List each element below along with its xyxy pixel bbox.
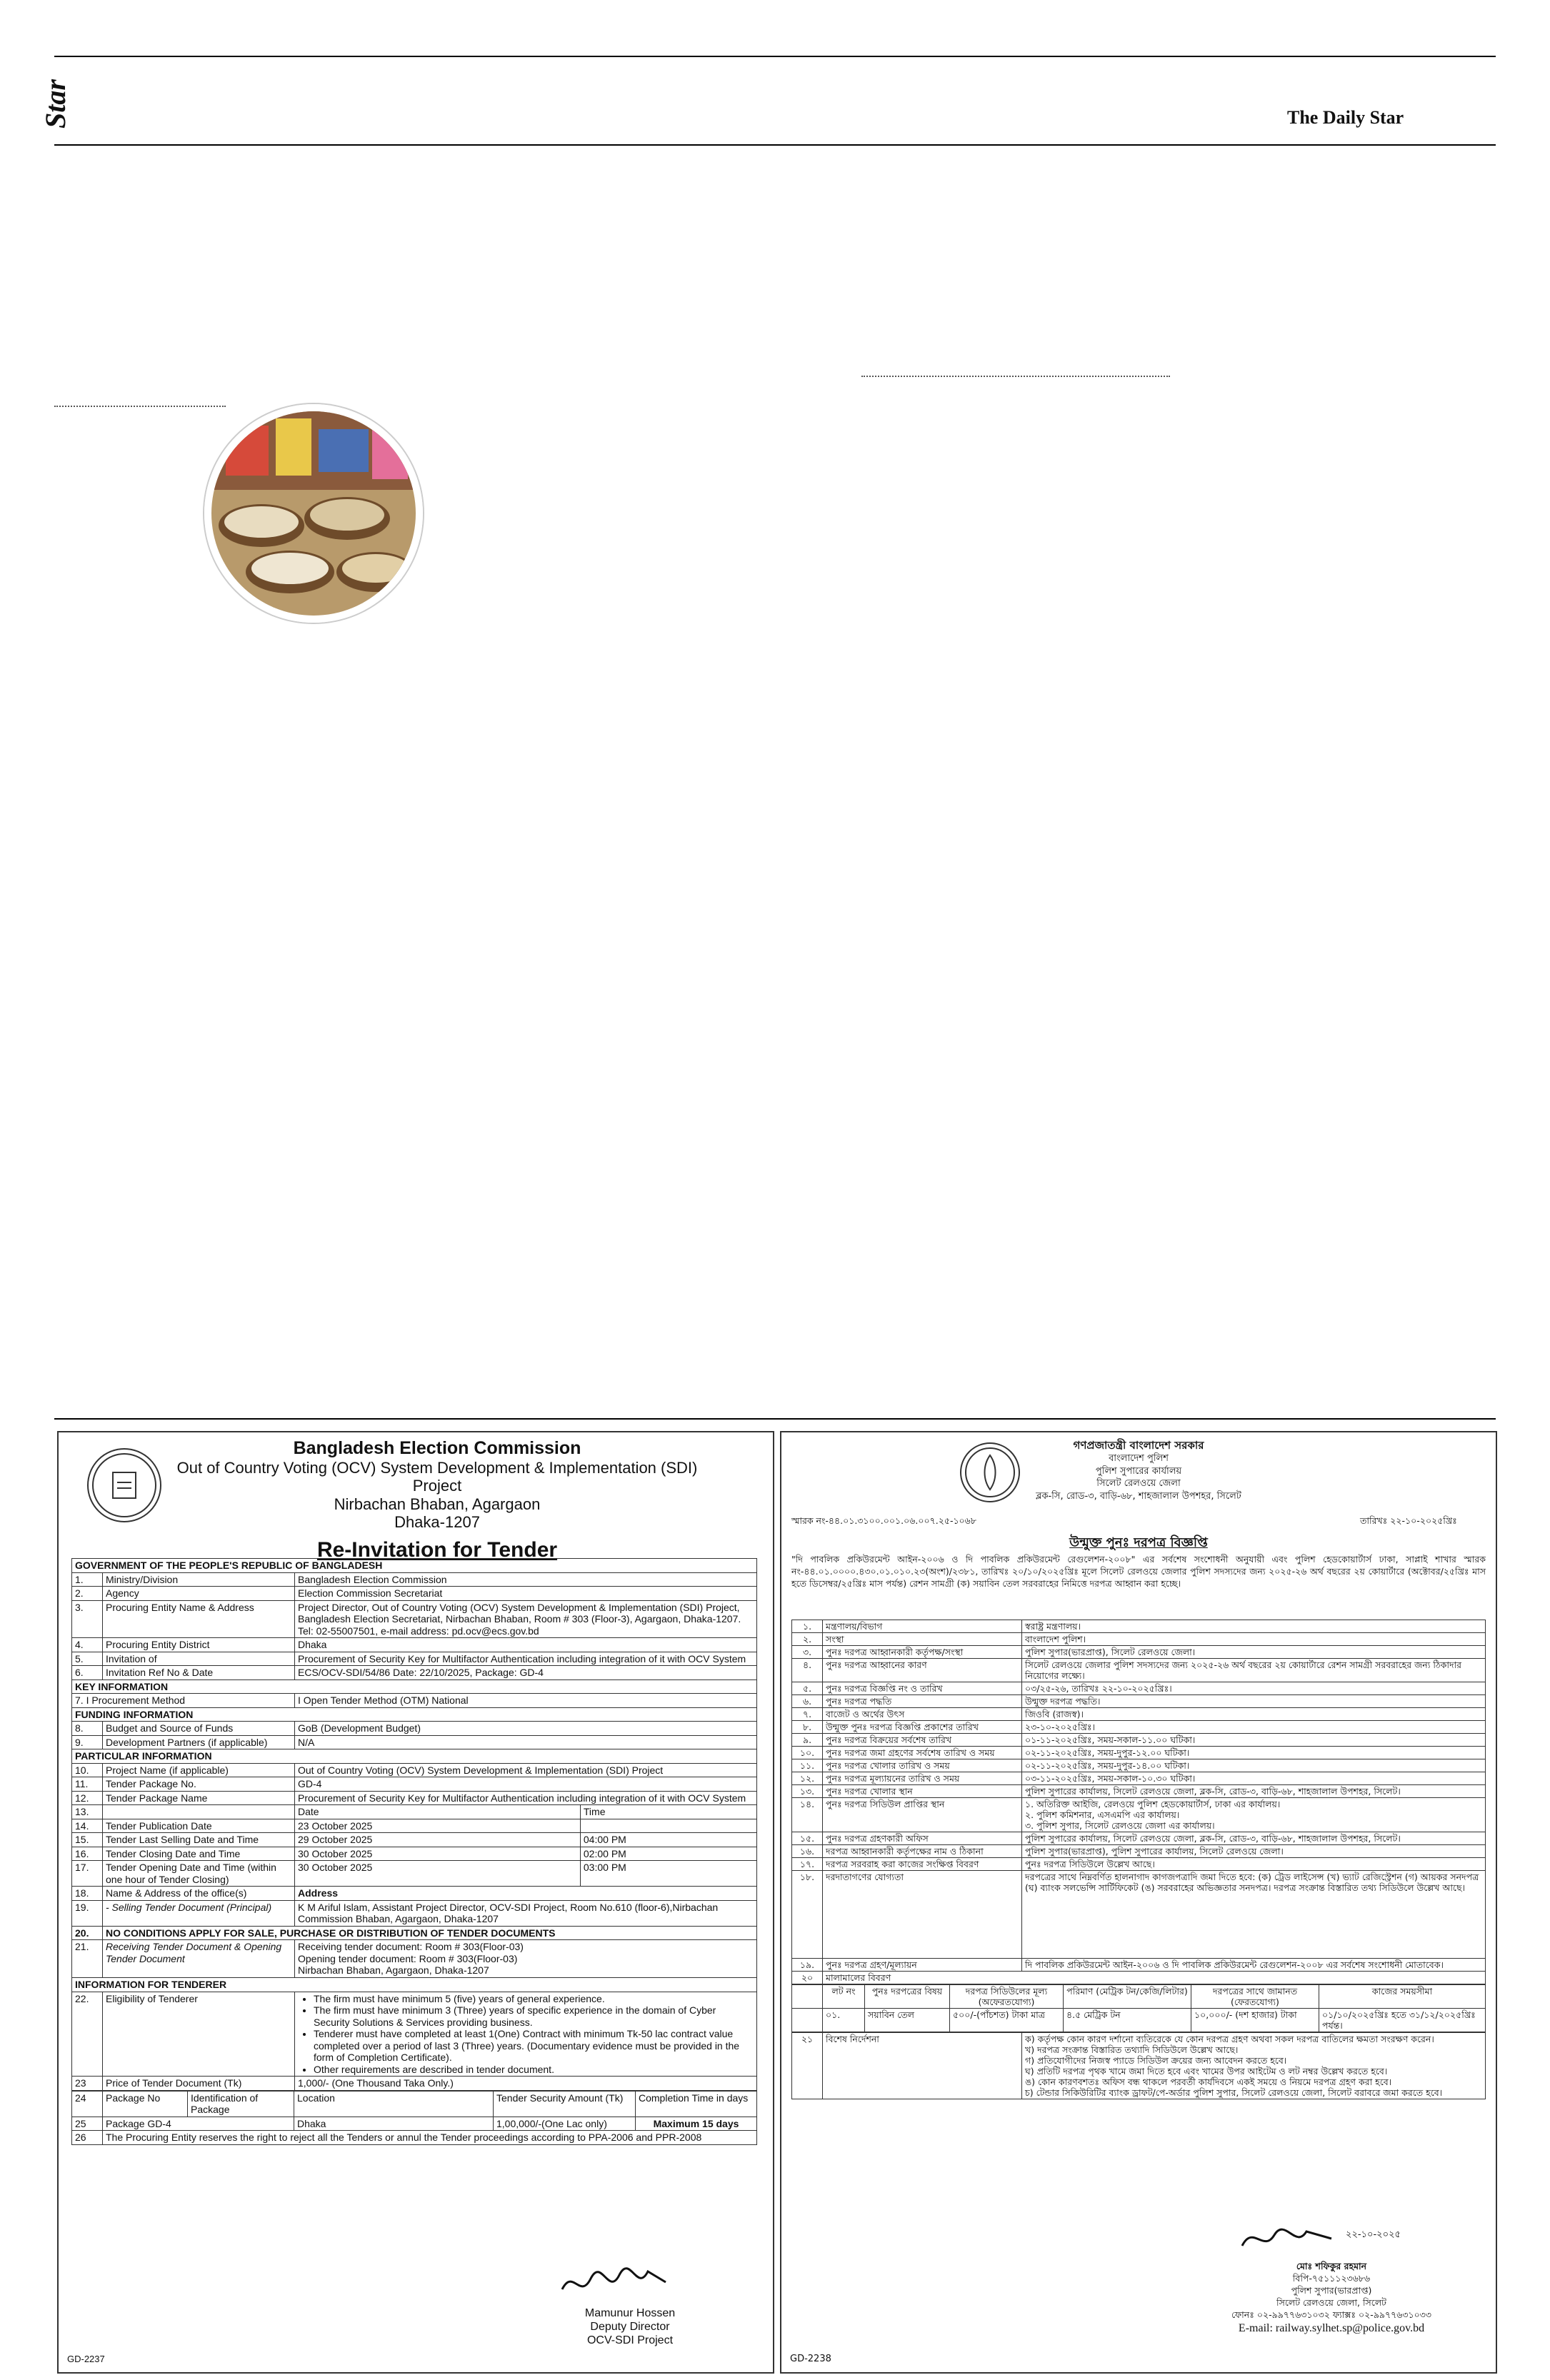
table-row: ২১ বিশেষ নির্দেশনা ক) কর্তৃপক্ষ কোন কারণ দর্শানো ব্যতিরেকে যে কোন দরপত্র গ্রহণ অথবা সকল দরপত্র বাতিলের ক্ষমতা সংরক্ষণ করেন। খ) দরপত্র সংক্রান্ত বিস্তারিত তথ্যাদি সিডিউলে উল্লেখ আছে। গ) প্রতিযোগীদের নিজস্ব প্যাডে সিডিউল ক্রয়ের জন্য আবেদন করতে হবে। ঘ) প্রতিটি দরপত্র পৃথক খামে জমা দিতে হবে এবং খামের উপর আইটেম ও লট নম্বর উল্লেখ করতে হবে। ঙ) কোন কারণবশতঃ অফিস বন্ধ থাকলে পরবর্তী কার্যদিবসে একই সময়ে ও নিয়মে দরপত্র গ্রহণ করা হবে। চ) টেন্ডার সিকিউরিটির ব্যাংক ড্রাফট/পে-অর্ডার পুলিশ সুপার, সিলেট রেলওয়ে জেলা, সিলেট বরাবরে জমা করতে হবে। — [792, 2033, 1486, 2099]
signatory-org: সিলেট রেলওয়ে জেলা, সিলেট — [1276, 2296, 1386, 2308]
list-item: ঘ) প্রতিটি দরপত্র পৃথক খামে জমা দিতে হবে এবং খামের উপর আইটেম ও লট নম্বর উল্লেখ করতে হবে। — [1025, 2066, 1388, 2077]
table-row: ১৬. দরপত্র আহ্বানকারী কর্তৃপক্ষের নাম ও ঠিকানা পুলিশ সুপার(ভারপ্রাপ্ত), পুলিশ সুপারের কার্যালয়, সিলেট রেলওয়ে জেলা। — [792, 1845, 1486, 1858]
table-row: 6. Invitation Ref No & Date ECS/OCV-SDI/54/86 Date: 22/10/2025, Package: GD-4 — [72, 1666, 757, 1680]
list-item: ক) কর্তৃপক্ষ কোন কারণ দর্শানো ব্যতিরেকে যে কোন দরপত্র গ্রহণ অথবা সকল দরপত্র বাতিলের ক্ষমতা সংরক্ষণ করেন। — [1025, 2034, 1434, 2044]
table-row: 22. Eligibility of Tenderer • The firm must have minimum 5 (five) years of general experience. • The firm must have minimum 3 (Three) years of specific experience in the domain of Cyber Security Solutions & Services providing business. • Tenderer must have completed at least 1(One) Contract with minimum Tk-50 lac contract value completed over a period of last 3 (Three) years. (Documentary evidence must be provided in the form of Completion Certificate). • Other requirements are described in tender document. — [72, 1992, 757, 2077]
election-commission-tender-ad — [57, 1431, 774, 2374]
table-row: ১৪. পুনঃ দরপত্র সিডিউল প্রাপ্তির স্থান ১. অতিরিক্ত আইজি, রেলওয়ে পুলিশ হেডকোয়ার্টার্স, ঢাকা এর কার্যালয়। ২. পুলিশ কমিশনার, এসএমপি এর কার্যালয়। ৩. পুলিশ সুপার, সিলেট রেলওয়ে জেলা এর কার্যালয়। — [792, 1798, 1486, 1832]
table-row: 4. Procuring Entity District Dhaka — [72, 1638, 757, 1652]
table-row: 1. Ministry/Division Bangladesh Election Commission — [72, 1572, 757, 1587]
signature-mark — [1239, 2221, 1339, 2256]
list-item: • The firm must have minimum 3 (Three) years of specific experience in the domain of Cyber Security Solutions & Services providing business. — [314, 2004, 754, 2028]
table-row: ১৫. পুনঃ দরপত্র গ্রহণকারী অফিস পুলিশ সুপারের কার্যালয়, সিলেট রেলওয়ে জেলা, ব্লক-সি, রোড-৩, বাড়ি-৬৮, শাহজালাল উপশহর, সিলেট। — [792, 1832, 1486, 1845]
rice-bowls-illustration — [211, 411, 416, 616]
masthead-rule — [54, 144, 1496, 146]
table-row: ৫. পুনঃ দরপত্র বিজ্ঞপ্তি নং ও তারিখ ০৩/২৫-২৬, তারিখঃ ২২-১০-২০২৫খ্রিঃ। — [792, 1682, 1486, 1695]
memo-no: স্মারক নং-৪৪.০১.৩১০০.০০১.০৬.০০৭.২৫-১০৬৮ — [791, 1515, 976, 1526]
police-retender-notice — [780, 1431, 1497, 2374]
ad-address2: Dhaka-1207 — [394, 1512, 480, 1531]
table-row: ৮. উন্মুক্ত পুনঃ দরপত্র বিজ্ঞপ্তি প্রকাশের তারিখ ২৩-১০-২০২৫খ্রিঃ। — [792, 1721, 1486, 1734]
list-item: চ) টেন্ডার সিকিউরিটির ব্যাংক ড্রাফট/পে-অর্ডার পুলিশ সুপার, সিলেট রেলওয়ে জেলা, সিলেট বরাবরে জমা করতে হবে। — [1025, 2087, 1443, 2098]
gov-header: GOVERNMENT OF THE PEOPLE'S REPUBLIC OF BANGLADESH — [72, 1559, 757, 1573]
signatory-phone: ফোনঃ ০২-৯৯৭৭৬৩১০৩২ ফ্যাক্সঃ ০২-৯৯৭৭৬৩১০৩৩ — [1231, 2309, 1432, 2320]
table-row: 26 The Procuring Entity reserves the right to reject all the Tenders or annul the Tender proceedings according to PPA-2006 and PPR-2008 — [72, 2131, 757, 2145]
table-row: লট নং পুনঃ দরপত্রের বিষয় দরপত্র সিডিউলের মূল্য (অফেরতযোগ্য) পরিমাণ (মেট্রিক টন/কেজি/লিটার) দরপত্রের সাথে জামানত (ফেরতযোগ্য) কাজের সময়সীমা — [792, 1985, 1486, 2009]
office-title: পুলিশ সুপারের কার্যালয় — [1095, 1465, 1182, 1477]
contact-info: Tel: 02-55007501, e-mail address: pd.ocv@ecs.gov.bd — [298, 1625, 539, 1637]
table-row: 5. Invitation of Procurement of Security Key for Multifactor Authentication including integration of it with OCV System — [72, 1652, 757, 1666]
signatory-name: Mamunur Hossen — [584, 2307, 676, 2319]
signatory-title: পুলিশ সুপার(ভারপ্রাপ্ত) — [1291, 2284, 1372, 2296]
table-row: ৭. বাজেট ও অর্থের উৎস জিওবি (রাজস্ব)। — [792, 1708, 1486, 1721]
signature-mark — [559, 2261, 673, 2304]
table-row: 14. Tender Publication Date 23 October 2025 — [72, 1819, 757, 1833]
notice-intro: "দি পাবলিক প্রকিউরমেন্ট আইন-২০০৬ ও দি পাবলিক প্রকিউরমেন্ট রেগুলেশন-২০০৮" এর সর্বশেষ সংশোধনী অনুযায়ী এবং পুলিশ হেডকোয়ার্টার্স ঢাকা, সাপ্লাই শাখার স্মারক নং-৪৪.০১.০০০০.৪৩০.০১.০১০.২৩(অংশ)/২৩৮১, তারিখঃ ২০/১০/২০২৫খ্রিঃ মূলে সিলেট রেলওয়ে জেলার পুলিশ সদস্যদের জন্য ২০২৫-২৬ অর্থ বছরের ২য় কোয়ার্টারে (অক্টোবর/২৫খ্রিঃ মাস হতে ডিসেম্বর/২৫খ্রিঃ মাস পর্যন্ত) রেশন সামগ্রী (ক) সয়াবিন তেল সরবরাহের নিমিত্তে দরপত্র আহ্বান করা হচ্ছে। — [791, 1554, 1486, 1589]
list-item: • Tenderer must have completed at least 1(One) Contract with minimum Tk-50 lac contract value completed over a period of last 3 (Three) years. (Documentary evidence must be provided in the form of Completion Certificate). — [314, 2028, 754, 2064]
gd-number: GD-2238 — [790, 2354, 831, 2364]
table-row: 11. Tender Package No. GD-4 — [72, 1777, 757, 1792]
table-row: ২. সংস্থা বাংলাদেশ পুলিশ। — [792, 1633, 1486, 1646]
table-row: ৯. পুনঃ দরপত্র বিক্রয়ের সর্বশেষ তারিখ ০১-১১-২০২৫খ্রিঃ, সময়-সকাল-১১.০০ ঘটিকা। — [792, 1734, 1486, 1747]
table-row: ১২. পুনঃ দরপত্র মূল্যায়নের তারিখ ও সময় ০৩-১১-২০২৫খ্রিঃ, সময়-সকাল-১০.৩০ ঘটিকা। — [792, 1772, 1486, 1785]
table-row: 25 Package GD-4 Dhaka 1,00,000/-(One Lac only) Maximum 15 days — [72, 2117, 757, 2131]
list-item: ঙ) কোন কারণবশতঃ অফিস বন্ধ থাকলে পরবর্তী কার্যদিবসে একই সময়ে ও নিয়মে দরপত্র গ্রহণ করা হবে। — [1025, 2077, 1392, 2087]
table-row: ৬. পুনঃ দরপত্র পদ্ধতি উন্মুক্ত দরপত্র পদ্ধতি। — [792, 1695, 1486, 1708]
table-row: 2. Agency Election Commission Secretariat — [72, 1587, 757, 1601]
table-row: ৩. পুনঃ দরপত্র আহ্বানকারী কর্তৃপক্ষ/সংস্থা পুলিশ সুপার(ভারপ্রাপ্ত), সিলেট রেলওয়ে জেলা। — [792, 1646, 1486, 1659]
instructions-table — [791, 2032, 1486, 2099]
ads-top-rule — [54, 1418, 1496, 1420]
items-table — [791, 1984, 1486, 2032]
table-row: 10. Project Name (if applicable) Out of Country Voting (OCV) System Development & Implementation (SDI) Project — [72, 1763, 757, 1777]
list-item: খ) দরপত্র সংক্রান্ত বিস্তারিত তথ্যাদি সিডিউলে উল্লেখ আছে। — [1025, 2044, 1239, 2055]
signatory-org: OCV-SDI Project — [586, 2334, 674, 2347]
table-row: 13. Date Time — [72, 1805, 757, 1819]
list-item: • Other requirements are described in tender document. — [314, 2064, 754, 2076]
list-item: গ) প্রতিযোগীদের নিজস্ব প্যাডে সিডিউল ক্রয়ের জন্য আবেদন করতে হবে। — [1025, 2055, 1287, 2066]
table-row: ১৭. দরপত্র সরবরাহ করা কাজের সংক্ষিপ্ত বিবরণ পুনঃ দরপত্র সিডিউলে উল্লেখ আছে। — [792, 1858, 1486, 1871]
notice-title: উন্মুক্ত পুনঃ দরপত্র বিজ্ঞপ্তি — [1069, 1535, 1208, 1550]
rice-bowls-photo — [204, 404, 423, 623]
table-row: 3. Procuring Entity Name & Address Project Director, Out of Country Voting (OCV) System Development & Implementation (SDI) Project, Bangladesh Election Secretariat, Nirbachan Bhaban, Room # 303 (Floor-3), Agargaon, Dhaka-1207. Tel: 02-55007501, e-mail address: pd.ocv@ecs.gov.bd — [72, 1600, 757, 1638]
package-table — [71, 2091, 757, 2145]
notice-table — [791, 1620, 1486, 1984]
ad-org: Bangladesh Election Commission — [293, 1438, 581, 1458]
gov-title: গণপ্রজাতন্ত্রী বাংলাদেশ সরকার — [1073, 1439, 1204, 1452]
office-address: ব্লক-সি, রোড-৩, বাড়ি-৬৮, শাহজালাল উপশহর, সিলেট — [1036, 1490, 1241, 1502]
tender-table — [71, 1558, 757, 2091]
ad-heading: Re-Invitation for Tender — [316, 1538, 558, 1562]
funding-header: FUNDING INFORMATION — [72, 1707, 757, 1722]
tenderer-header: INFORMATION FOR TENDERER — [72, 1977, 757, 1992]
table-row: 19. - Selling Tender Document (Principal) K M Ariful Islam, Assistant Project Director, OCV-SDI Project, Room No.610 (floor-6),Nirbachan Commission Bhaban, Agargaon, Dhaka-1207 — [72, 1900, 757, 1926]
table-row: 23 Price of Tender Document (Tk) 1,000/- (One Thousand Taka Only.) — [72, 2077, 757, 2091]
table-row: ২০ মালামালের বিবরণ — [792, 1972, 1486, 1984]
table-row: ০১. সয়াবিন তেল ৫০০/-(পাঁচশত) টাকা মাত্র ৪.৫ মেট্রিক টন ১০,০০০/- (দশ হাজার) টাকা ০১/১০/২০২৫খ্রিঃ হতে ৩১/১২/২০২৫খ্রিঃ পর্যন্ত। — [792, 2009, 1486, 2032]
table-row: ১. মন্ত্রণালয়/বিভাগ স্বরাষ্ট্র মন্ত্রণালয়। — [792, 1620, 1486, 1633]
police-title: বাংলাদেশ পুলিশ — [1109, 1453, 1169, 1465]
dotted-divider-left — [54, 406, 226, 407]
signatory-title: Deputy Director — [590, 2321, 670, 2334]
district-title: সিলেট রেলওয়ে জেলা — [1096, 1478, 1181, 1490]
gd-number: GD-2237 — [67, 2354, 105, 2364]
signature-date: ২২-১০-২০২৫ — [1346, 2229, 1401, 2240]
table-row: 15. Tender Last Selling Date and Time 29 October 2025 04:00 PM — [72, 1833, 757, 1847]
email-address: E-mail: railway.sylhet.sp@police.gov.bd — [1238, 2322, 1425, 2335]
daily-star-logo: The Daily Star — [1287, 107, 1404, 128]
particular-header: PARTICULAR INFORMATION — [72, 1749, 757, 1764]
table-row: 21. Receiving Tender Document & Opening Tender Document Receiving tender document: Room # 303(Floor-03) Opening tender document: Room # 303(Floor-03) Nirbachan Bhaban, Agargaon, Dhaka-1207 — [72, 1940, 757, 1978]
table-row: 24 Package No Identification of Package Location Tender Security Amount (Tk) Completion Time in days — [72, 2091, 757, 2117]
table-row: 12. Tender Package Name Procurement of Security Key for Multifactor Authentication including integration of it with OCV System — [72, 1791, 757, 1805]
election-commission-emblem — [87, 1448, 161, 1522]
table-row: 8. Budget and Source of Funds GoB (Development Budget) — [72, 1722, 757, 1736]
top-rule — [54, 56, 1496, 57]
table-row: ১৩. পুনঃ দরপত্র খোলার স্থান পুলিশ সুপারের কার্যালয়, সিলেট রেলওয়ে জেলা, ব্লক-সি, রোড-৩, বাড়ি-৬৮, শাহজালাল উপশহর, সিলেট। — [792, 1785, 1486, 1798]
eligibility-list — [298, 1993, 754, 2076]
table-row: 7. I Procurement Method I Open Tender Method (OTM) National — [72, 1694, 757, 1708]
memo-date: তারিখঃ ২২-১০-২০২৫খ্রিঃ — [1360, 1515, 1457, 1526]
table-row: 17. Tender Opening Date and Time (within one hour of Tender Closing) 30 October 2025 03:00 PM — [72, 1861, 757, 1887]
list-item: • The firm must have minimum 5 (five) years of general experience. — [314, 1993, 754, 2005]
key-header: KEY INFORMATION — [72, 1679, 757, 1694]
table-row: ১৮. দরদাতাগণের যোগ্যতা দরপত্রের সাথে নিম্নবর্ণিত হালনাগাদ কাগজপত্রাদি জমা দিতে হবে: (ক) ট্রেড লাইসেন্স (খ) ভ্যাট রেজিস্ট্রেশন (গ) আয়কর সনদপত্র (ঘ) ব্যাংক সলভেন্সি সার্টিফিকেট (ঙ) সরবরাহের অভিজ্ঞতার সনদপত্র। দরপত্র সংক্রান্ত বিস্তারিত তথ্য সিডিউলে উল্লেখ আছে। — [792, 1871, 1486, 1959]
dotted-divider-right — [861, 376, 1170, 377]
table-row: 20. NO CONDITIONS APPLY FOR SALE, PURCHASE OR DISTRIBUTION OF TENDER DOCUMENTS — [72, 1926, 757, 1940]
table-row: 9. Development Partners (if applicable) N/A — [72, 1735, 757, 1749]
table-row: ১০. পুনঃ দরপত্র জমা গ্রহণের সর্বশেষ তারিখ ও সময় ০২-১১-২০২৫খ্রিঃ, সময়-দুপুর-১২.০০ ঘটিকা। — [792, 1747, 1486, 1759]
ad-address1: Nirbachan Bhaban, Agargaon — [334, 1495, 541, 1513]
table-row: ৪. পুনঃ দরপত্র আহ্বানের কারণ সিলেট রেলওয়ে জেলার পুলিশ সদস্যদের জন্য ২০২৫-২৬ অর্থ বছরের ২য় কোয়ার্টারে রেশন সামগ্রী সরবরাহের জন্য ঠিকাদার নিয়োগের লক্ষ্যে। — [792, 1659, 1486, 1682]
signatory-bp: বিপি-৭৫১১১২৩৬৮৬ — [1292, 2272, 1371, 2284]
table-row: 18. Name & Address of the office(s) Address — [72, 1887, 757, 1901]
ad-project: Out of Country Voting (OCV) System Development & Implementation (SDI) Project — [176, 1459, 698, 1495]
table-row: ১৯. পুনঃ দরপত্র গ্রহণ/মূল্যায়ন দি পাবলিক প্রকিউরমেন্ট আইন-২০০৬ ও দি পাবলিক প্রকিউরমেন্ট রেগুলেশন-২০০৮ এর সর্বশেষ সংশোধনী মোতাবেক। — [792, 1959, 1486, 1972]
table-row: ১১. পুনঃ দরপত্র খোলার তারিখ ও সময় ০২-১১-২০২৫খ্রিঃ, সময়-দুপুর-১৪.০০ ঘটিকা। — [792, 1759, 1486, 1772]
signatory-name: মোঃ শফিকুর রহমান — [1296, 2261, 1367, 2271]
star-logo: Star — [39, 79, 71, 129]
table-row: 16. Tender Closing Date and Time 30 October 2025 02:00 PM — [72, 1847, 757, 1861]
